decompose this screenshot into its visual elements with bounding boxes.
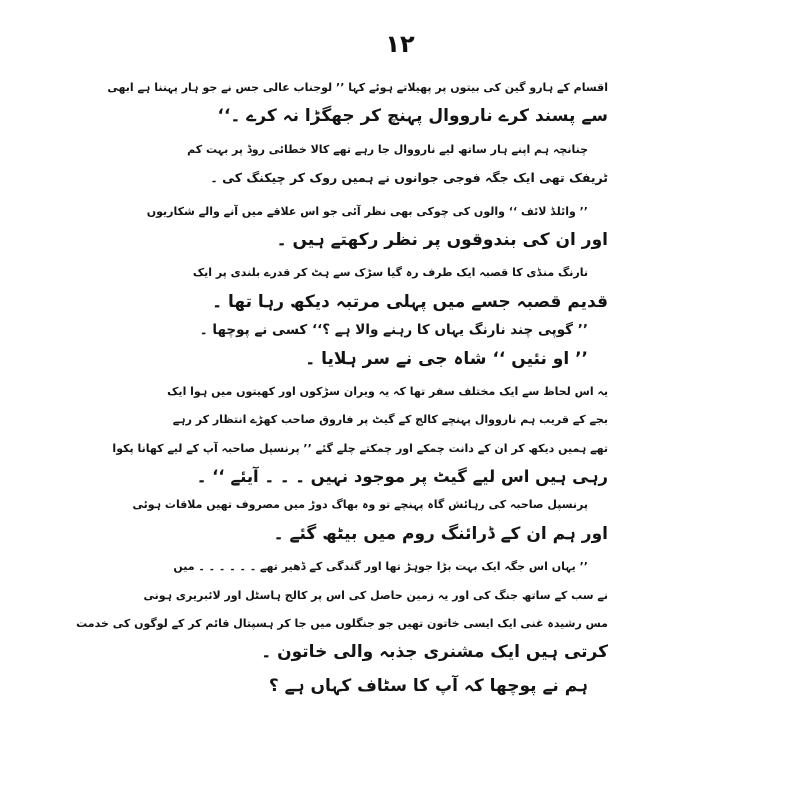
- text-line: نے سب کے ساتھ جنگ کی اور یہ زمین حاصل کی اس پر کالج ہاسٹل اور لائبریری ہونی: [143, 588, 608, 602]
- page-text: [76, 74, 608, 700]
- text-line: رہی ہیں اس لیے گیٹ پر موجود نہیں ۔ ۔ ۔ آیئے ‘‘ ۔: [196, 467, 608, 487]
- text-line: کرتی ہیں ایک مشنری جذبہ والی خاتون ۔: [261, 642, 608, 663]
- text-line: ’’ وائلڈ لائف ‘‘ والوں کی چوکی بھی نظر آئی جو اس علاقے میں آنے والے شکاریوں: [146, 204, 588, 218]
- text-line: اور ہم ان کے ڈرائنگ روم میں بیٹھ گئے ۔: [273, 523, 608, 544]
- text-line: اور ان کی بندوقوں پر نظر رکھتے ہیں ۔: [276, 229, 608, 250]
- text-line: تھے ہمیں دیکھ کر ان کے دانت چمکے اور چمکتے چلے گئے ’’ پرنسپل صاحبہ آپ کے لیے کھانا پکوا: [112, 441, 608, 455]
- text-line: ٹریفک تھی ایک جگہ فوجی جوانوں نے ہمیں روک کر چیکنگ کی ۔: [210, 170, 608, 186]
- text-line: ہم نے پوچھا کہ آپ کا سٹاف کہاں ہے ؟: [268, 675, 588, 696]
- text-line: بجے کے قریب ہم نارووال پہنچے کالج کے گیٹ پر فاروق صاحب کھڑے انتظار کر رہے: [172, 413, 608, 427]
- text-line: اقسام کے ہارو گین کی بیتوں پر پھیلاتے ہوئے کہا ’’ لوجناب عالی جس نے جو ہار پہننا ہے ابھی: [107, 81, 608, 94]
- text-line: نارنگ منڈی کا قصبہ ایک طرف رہ گیا سڑک سے ہٹ کر قدرے بلندی پر ایک: [192, 266, 588, 280]
- text-line: چنانچہ ہم اپنے ہار ساتھ لیے نارووال جا رہے تھے کالا خطائی روڈ پر بہت کم: [187, 142, 588, 156]
- text-line: سے پسند کرے نارووال پہنچ کر جھگڑا نہ کرے ۔‘‘: [217, 106, 608, 127]
- text-line: مس رشیدہ غنی ایک ایسی خاتون تھیں جو جنگلوں میں جا کر ہسپتال قائم کر کے لوگوں کی خدمت: [76, 617, 608, 631]
- text-line: پرنسپل صاحبہ کی رہائش گاہ پہنچے تو وہ بھاگ دوڑ میں مصروف تھیں ملاقات ہوئی: [132, 498, 588, 512]
- text-line: ’’ او نئیں ‘‘ شاہ جی نے سر ہلایا ۔: [305, 348, 588, 369]
- text-line: یہ اس لحاظ سے ایک مختلف سفر تھا کہ یہ ویران سڑکوں اور کھیتوں میں ہوا ایک: [167, 384, 608, 398]
- page-number: ۱۲: [385, 30, 415, 58]
- text-line: ’’ گوپی چند نارنگ یہاں کا رہنے والا ہے ؟‘‘ کسی نے پوچھا ۔: [199, 322, 588, 339]
- text-line: قدیم قصبہ جسے میں پہلی مرتبہ دیکھ رہا تھا ۔: [212, 291, 608, 312]
- text-line: ’’ یہاں اس جگہ ایک بہت بڑا جوہڑ تھا اور گندگی کے ڈھیر تھے ۔ ۔ ۔ ۔ ۔ ۔ میں: [173, 560, 588, 574]
